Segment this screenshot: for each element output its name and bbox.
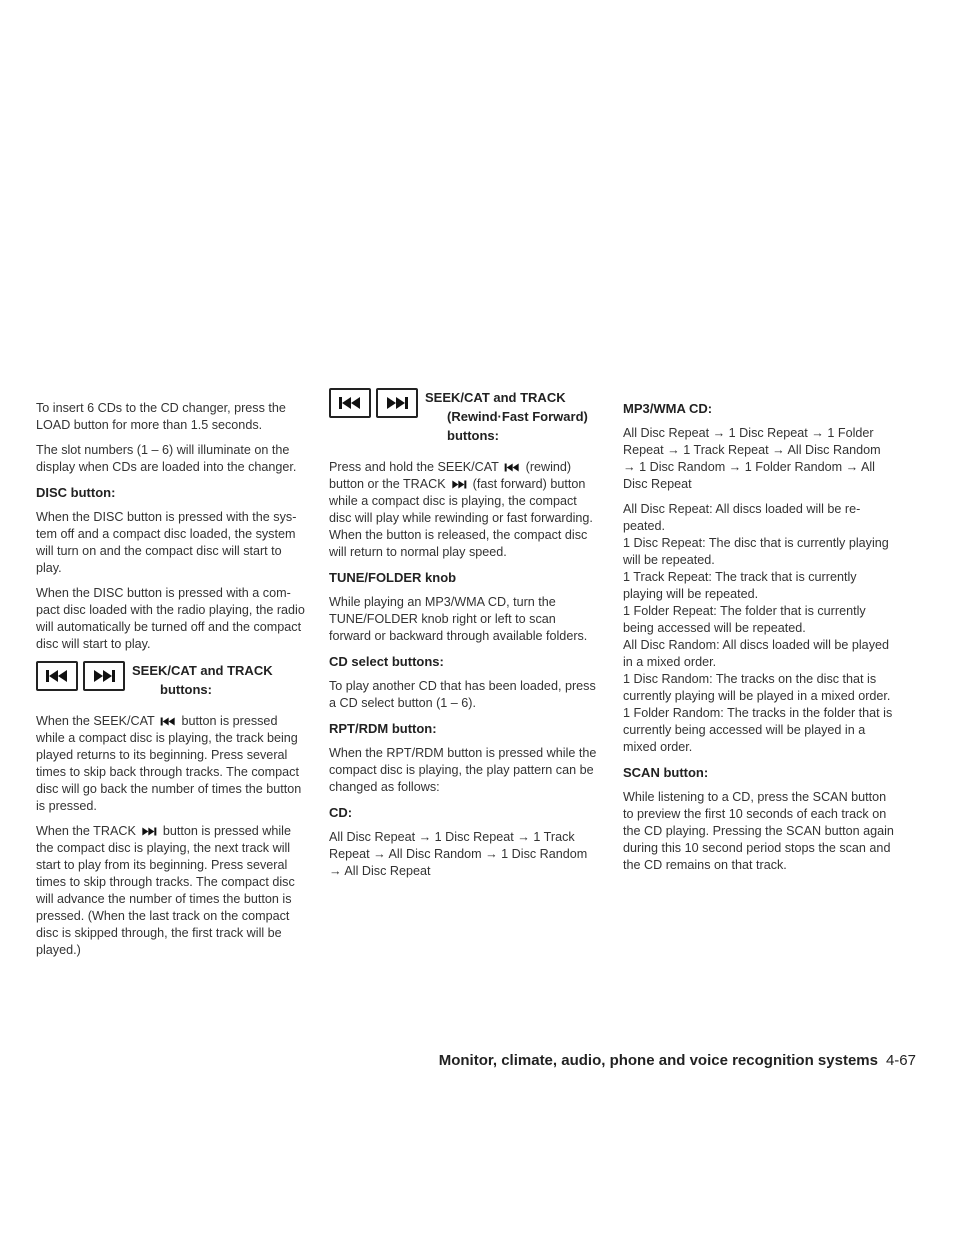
heading-disc-button: DISC button: [36,485,116,500]
paragraph-rpt-rdm: When the RPT/RDM button is pressed while the compact disc is playing, the play pattern can be changed as follows: [329,746,597,794]
skip-forward-icon [385,397,409,409]
track-button-illustration [83,661,125,691]
paragraph-press-and-hold [329,459,601,561]
paragraph-track [36,823,308,959]
repeat-random-definitions [623,501,895,756]
footer-section-title: Monitor, climate, audio, phone and voice recognition systems [438,1052,878,1069]
paragraph-mp3-sequence: All Disc Repeat → 1 Disc Repeat → 1 Folder Repeat → 1 Track Repeat → All Disc Random → 1 Disc Random → 1 Folder Random → All Disc Repeat [623,426,881,491]
column-3 [623,400,895,882]
definition-item: 1 Folder Repeat: The folder that is currently being accessed will be repeated. [623,604,866,635]
seek-text-b: button is pressed while a compact disc is playing, the track being played returns to its beginning. Press several times to skip back through tracks. The compact disc will go back the number of times the button is pressed. [36,714,302,813]
track-text-a: When the TRACK [36,824,136,838]
paragraph-seek-cat [36,713,308,815]
hold-text-a: Press and hold the SEEK/CAT [329,460,499,474]
figure-caption-line-2: buttons: [160,682,212,697]
paragraph-insert-cds: To insert 6 CDs to the CD changer, press the LOAD button for more than 1.5 seconds. [36,401,286,432]
paragraph-disc-system-off: When the DISC button is pressed with the sys- tem off and a compact disc loaded, the system will turn on and the compact disc will start to play. [36,510,297,575]
column-1 [36,400,308,967]
heading-cd-select: CD select buttons: [329,654,444,669]
skip-back-icon [45,670,69,682]
heading-cd: CD: [329,805,353,820]
seek-text-a: When the SEEK/CAT [36,714,155,728]
heading-tune-folder: TUNE/FOLDER knob [329,570,457,585]
paragraph-cd-select: To play another CD that has been loaded, press a CD select button (1 – 6). [329,679,596,710]
skip-back-icon [338,397,362,409]
skip-forward-icon [141,827,157,836]
definition-item: All Disc Repeat: All discs loaded will be re- peated. [623,502,861,533]
skip-back-icon [504,463,520,472]
definition-item: 1 Disc Random: The tracks on the disc that is currently playing will be played in a mixed order. [623,672,891,703]
definition-item: All Disc Random: All discs loaded will be played in a mixed order. [623,638,889,669]
skip-forward-icon [92,670,116,682]
paragraph-scan: While listening to a CD, press the SCAN button to preview the first 10 seconds of each track on the CD playing. Pressing the SCAN button again during this 10 second period stops the scan and the CD remains on that track. [623,790,894,872]
heading-scan-button: SCAN button: [623,765,709,780]
figure-caption-line-1: SEEK/CAT and TRACK [425,390,566,405]
track-button-illustration [376,388,418,418]
figure-caption-line-2: (Rewind·Fast Forward) [447,409,588,424]
column-2 [329,390,601,888]
seek-cat-button-illustration [36,661,78,691]
skip-back-icon [160,717,176,726]
heading-rpt-rdm: RPT/RDM button: [329,721,437,736]
definition-item: 1 Disc Repeat: The disc that is currently playing will be repeated. [623,536,889,567]
seek-cat-button-illustration [329,388,371,418]
track-text-b: button is pressed while the compact disc is playing, the next track will start to play from its beginning. Press several times to skip through tracks. The compact disc will advance the number of times the button is pressed. (When the last track on the compact disc is skipped through, the first track will be played.) [36,824,295,957]
hold-text-b: (rewind) button or the TRACK [329,460,572,491]
seek-track-figure [36,661,308,699]
hold-text-c: (fast forward) button while a compact disc is playing, the compact disc will play while rewinding or fast forwarding. When the button is released, the compact disc will return to normal play speed. [329,477,593,559]
definition-item: 1 Folder Random: The tracks in the folder that is currently being accessed will be played in a mixed order. [623,706,893,754]
page-number: 4-67 [885,1052,916,1069]
paragraph-slot-numbers: The slot numbers (1 – 6) will illuminate on the display when CDs are loaded into the changer. [36,443,297,474]
seek-track-rewind-figure [329,388,601,445]
paragraph-tune-folder: While playing an MP3/WMA CD, turn the TUNE/FOLDER knob right or left to scan forward or backward through available folders. [329,595,588,643]
skip-forward-icon [451,480,467,489]
definition-item: 1 Track Repeat: The track that is currently playing will be repeated. [623,570,857,601]
figure-caption-line-1: SEEK/CAT and TRACK [132,663,273,678]
heading-mp3-wma: MP3/WMA CD: [623,401,713,416]
paragraph-cd-sequence: All Disc Repeat → 1 Disc Repeat → 1 Track Repeat → All Disc Random → 1 Disc Random → All Disc Repeat [329,830,588,878]
page-footer [439,1052,916,1069]
figure-caption-line-3: buttons: [447,428,499,443]
paragraph-disc-radio-playing: When the DISC button is pressed with a com- pact disc loaded with the radio playing, the radio will automatically be turned off and the compact disc will start to play. [36,586,305,651]
